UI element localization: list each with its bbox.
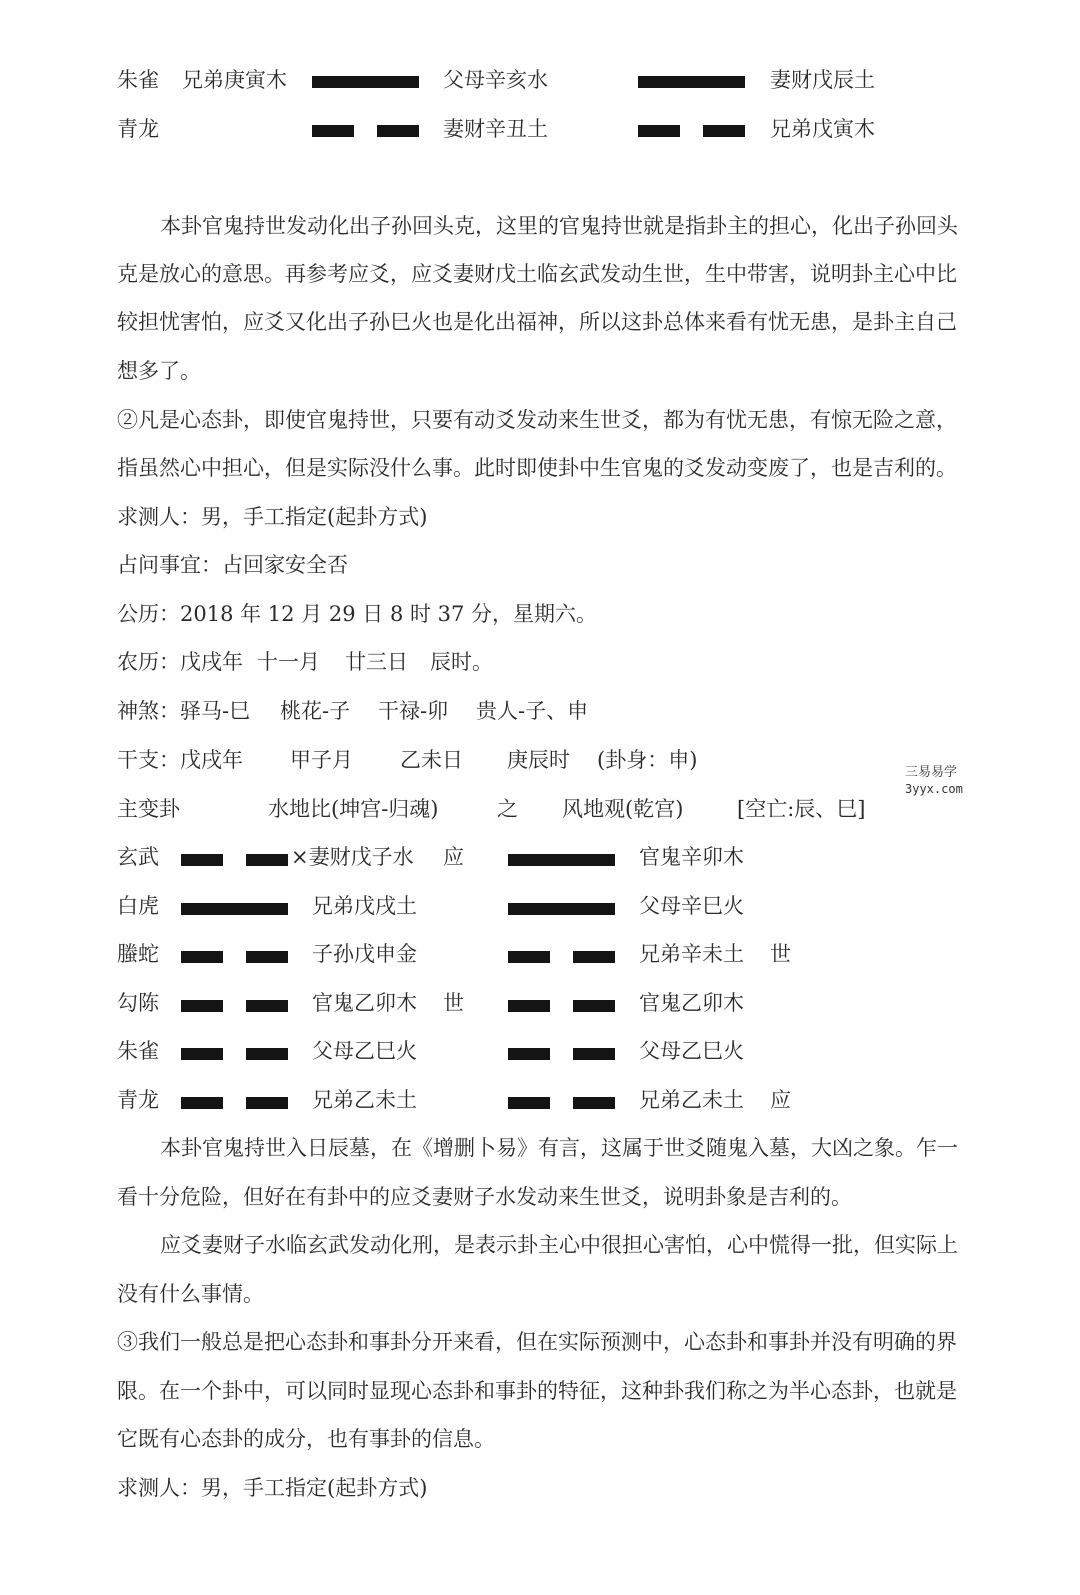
yao-changed-text: 兄弟辛未土 [639, 942, 744, 966]
six-god-label: 勾陈 [117, 991, 159, 1015]
paragraph-line: ③我们一般总是把心态卦和事卦分开来看，但在实际预测中，心态卦和事卦并没有明确的界 [117, 1330, 957, 1354]
shensha-label: 神煞：驿马-巳 [117, 699, 251, 723]
yin-yao-line [312, 125, 354, 137]
main-gua-name: 水地比(坤宫-归魂) [268, 797, 439, 821]
lunar-label: 农历：戊戌年 [117, 650, 243, 674]
watermark-url: 3yyx.com [905, 782, 963, 796]
yao-original-text: ×妻财戊子水 [291, 845, 414, 869]
yang-yao-line [638, 76, 745, 88]
yao-original-text: 官鬼乙卯木 [312, 991, 417, 1015]
yang-yao-line [181, 903, 288, 915]
yao-original-text: 兄弟乙未土 [312, 1088, 417, 1112]
ganzhi-month: 甲子月 [290, 748, 353, 772]
shensha-item: 贵人-子、申 [476, 699, 589, 723]
yin-yao-line [181, 1000, 223, 1012]
yin-yao-line [638, 125, 680, 137]
watermark-title: 三易易学 [905, 765, 958, 780]
yao-mid-text: 父母辛亥水 [443, 68, 548, 92]
lunar-month: 十一月 [257, 650, 320, 674]
six-god-label: 玄武 [117, 845, 159, 869]
six-god-label: 白虎 [117, 894, 159, 918]
yao-changed-text: 兄弟乙未土 [639, 1088, 744, 1112]
kongwang: [空亡:辰、巳] [737, 797, 866, 821]
paragraph-line: 指虽然心中担心，但是实际没什么事。此时即使卦中生官鬼的爻发动变废了，也是吉利的。 [117, 456, 957, 480]
shi-ying-mark: 应 [443, 845, 464, 869]
ganzhi-hour: 庚辰时 [507, 748, 570, 772]
main-change-label: 主变卦 [117, 797, 180, 821]
six-god-label: 青龙 [117, 117, 159, 141]
yao-original-text: 父母乙巳火 [312, 1039, 417, 1063]
yin-yao-line [181, 1097, 223, 1109]
paragraph-line: 看十分危险，但好在有卦中的应爻妻财子水发动来生世爻，说明卦象是吉利的。 [117, 1185, 852, 1209]
yang-yao-line [312, 76, 419, 88]
six-god-label: 青龙 [117, 1088, 159, 1112]
paragraph-line: 限。在一个卦中，可以同时显现心态卦和事卦的特征，这种卦我们称之为半心态卦，也就是 [117, 1379, 957, 1403]
shi-ying-mark: 世 [770, 942, 791, 966]
paragraph-line: 较担忧害怕，应爻又化出子孙巳火也是化出福神，所以这卦总体来看有忧无患，是卦主自己 [117, 310, 957, 334]
yin-yao-line [246, 854, 288, 866]
lunar-day: 廿三日 [345, 650, 408, 674]
lunar-hour: 辰时。 [430, 650, 493, 674]
yao-changed-text: 父母辛巳火 [639, 894, 744, 918]
yin-yao-line [508, 1000, 550, 1012]
yin-yao-line [703, 125, 745, 137]
matter-line: 占问事宜：占回家安全否 [117, 553, 348, 577]
yao-original-text: 兄弟庚寅木 [182, 68, 287, 92]
paragraph-line: 想多了。 [117, 359, 201, 383]
paragraph-line: ②凡是心态卦，即使官鬼持世，只要有动爻发动来生世爻，都为有忧无患，有惊无险之意， [117, 408, 957, 432]
paragraph-line: 没有什么事情。 [117, 1282, 264, 1306]
yang-yao-line [508, 854, 615, 866]
yin-yao-line [573, 1000, 615, 1012]
zhi-connector: 之 [497, 797, 518, 821]
yin-yao-line [246, 1000, 288, 1012]
asker-line: 求测人：男，手工指定(起卦方式) [117, 1476, 428, 1500]
yin-yao-line [246, 1048, 288, 1060]
yao-changed-text: 父母乙巳火 [639, 1039, 744, 1063]
six-god-label: 朱雀 [117, 68, 159, 92]
yao-changed-text: 兄弟戊寅木 [770, 117, 875, 141]
six-god-label: 螣蛇 [117, 942, 159, 966]
changed-gua-name: 风地观(乾宫) [562, 797, 684, 821]
paragraph-line: 本卦官鬼持世入日辰墓，在《增删卜易》有言，这属于世爻随鬼入墓，大凶之象。乍一 [160, 1136, 958, 1160]
asker-line: 求测人：男，手工指定(起卦方式) [117, 505, 428, 529]
gua-body: (卦身：申) [597, 748, 698, 772]
yin-yao-line [508, 951, 550, 963]
ganzhi-label: 干支：戊戌年 [117, 748, 243, 772]
yin-yao-line [508, 1048, 550, 1060]
shensha-item: 桃花-子 [280, 699, 351, 723]
paragraph-line: 克是放心的意思。再参考应爻，应爻妻财戊土临玄武发动生世，生中带害，说明卦主心中比 [117, 262, 957, 286]
yin-yao-line [377, 125, 419, 137]
yin-yao-line [181, 951, 223, 963]
shi-ying-mark: 世 [443, 991, 464, 1015]
solar-date-line: 公历：2018 年 12 月 29 日 8 时 37 分，星期六。 [117, 602, 598, 626]
yin-yao-line [246, 1097, 288, 1109]
yao-original-text: 兄弟戊戌土 [312, 894, 417, 918]
site-watermark [905, 764, 963, 798]
yin-yao-line [508, 1097, 550, 1109]
yin-yao-line [181, 1048, 223, 1060]
yin-yao-line [573, 1048, 615, 1060]
yao-changed-text: 妻财戊辰土 [770, 68, 875, 92]
yin-yao-line [246, 951, 288, 963]
six-god-label: 朱雀 [117, 1039, 159, 1063]
shensha-item: 干禄-卯 [378, 699, 449, 723]
yao-changed-text: 官鬼辛卯木 [639, 845, 744, 869]
yao-original-text: 子孙戊申金 [312, 942, 417, 966]
yin-yao-line [573, 1097, 615, 1109]
paragraph-line: 本卦官鬼持世发动化出子孙回头克，这里的官鬼持世就是指卦主的担心，化出子孙回头 [160, 214, 958, 238]
yin-yao-line [181, 854, 223, 866]
shi-ying-mark: 应 [770, 1088, 791, 1112]
yin-yao-line [573, 951, 615, 963]
paragraph-line: 它既有心态卦的成分，也有事卦的信息。 [117, 1427, 495, 1451]
ganzhi-day: 乙未日 [400, 748, 463, 772]
yang-yao-line [508, 903, 615, 915]
paragraph-line: 应爻妻财子水临玄武发动化刑，是表示卦主心中很担心害怕，心中慌得一批，但实际上 [160, 1233, 958, 1257]
yao-mid-text: 妻财辛丑土 [443, 117, 548, 141]
yao-changed-text: 官鬼乙卯木 [639, 991, 744, 1015]
